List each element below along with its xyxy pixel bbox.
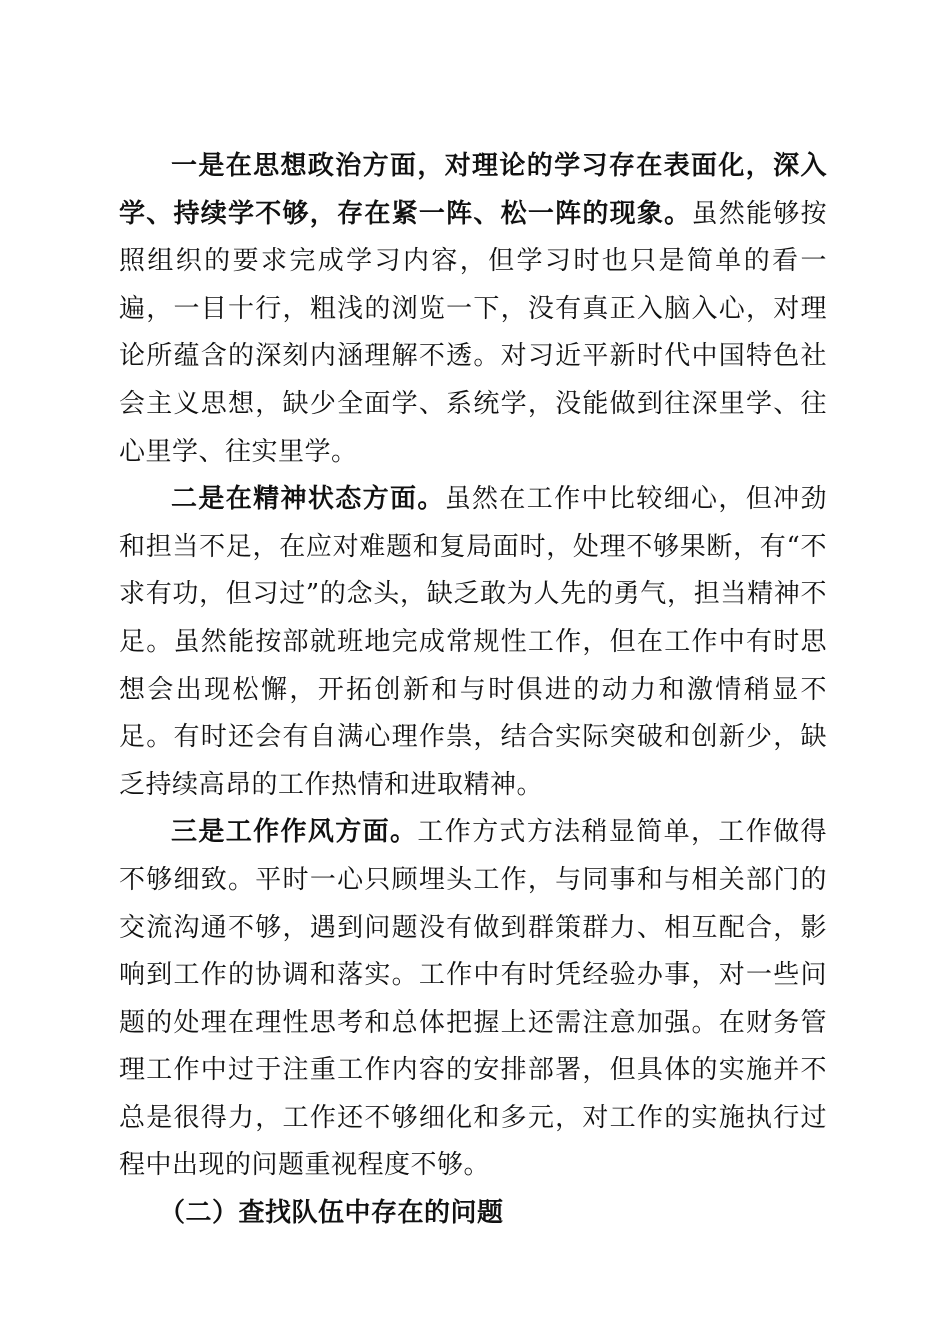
paragraph-text: 虽然在工作中比较细心，但冲劲和担当不足，在应对难题和复局面时，处理不够果断，有“不求有功，但习过”的念头，缺乏敢为人先的勇气，担当精神不足。虽然能按部就班地完成常规性工作，但在工作中有时思想会出现松懈，开拓创新和与时俱进的动力和激情稍显不足。有时还会有自满心理作祟，结合实际突破和创新少，缺乏持续高昂的工作热情和进取精神。 <box>119 484 827 800</box>
paragraph-text: 虽然能够按照组织的要求完成学习内容，但学习时也只是简单的看一遍，一目十行，粗浅的浏览一下，没有真正入脑入心，对理论所蕴含的深刻内涵理解不透。对习近平新时代中国特色社会主义思想，缺少全面学、系统学，没能做到往深里学、往心里学、往实里学。 <box>119 198 827 467</box>
document-body <box>119 143 827 1238</box>
paragraph-lead: 一是在思想政治方面，对理论的学习存在表面化，深入学、持续学不够，存在紧一阵、松一阵的现象。 <box>119 151 827 229</box>
paragraph-lead: 三是工作作风方面。 <box>171 817 418 848</box>
paragraph-spirit <box>119 476 827 809</box>
paragraph-text: 工作方式方法稍显简单，工作做得不够细致。平时一心只顾埋头工作，与同事和与相关部门的交流沟通不够，遇到问题没有做到群策群力、相互配合，影响到工作的协调和落实。工作中有时凭经验办事，对一些问题的处理在理性思考和总体把握上还需注意加强。在财务管理工作中过于注重工作内容的安排部署，但具体的实施并不总是很得力，工作还不够细化和多元，对工作的实施执行过程中出现的问题重视程度不够。 <box>119 817 827 1181</box>
section-heading: （二）查找队伍中存在的问题 <box>159 1198 504 1229</box>
paragraph-lead: 二是在精神状态方面。 <box>171 484 445 515</box>
paragraph-work-style <box>119 809 827 1190</box>
paragraph-ideology <box>119 143 827 476</box>
